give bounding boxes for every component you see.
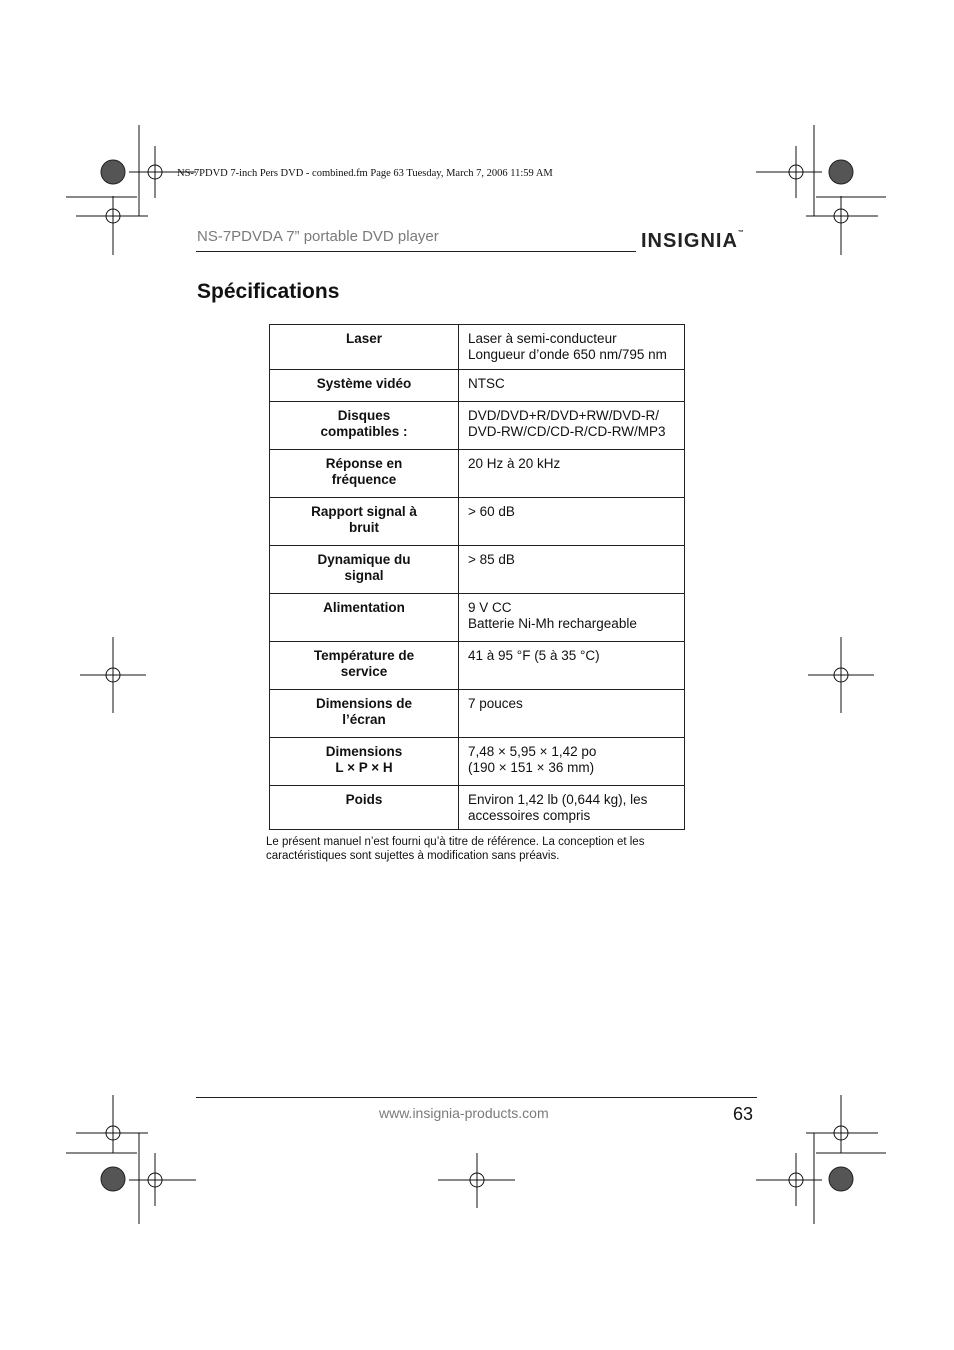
footer-divider xyxy=(196,1097,757,1098)
spec-value-line: 41 à 95 °F (5 à 35 °C) xyxy=(468,648,600,663)
spec-value-line: NTSC xyxy=(468,376,505,391)
spec-row xyxy=(270,594,685,642)
spec-label-line: Poids xyxy=(345,792,383,807)
spec-label-line: l’écran xyxy=(342,712,386,727)
spec-label-line: Disques xyxy=(337,408,391,423)
spec-value-line: DVD/DVD+R/DVD+RW/DVD-R/ xyxy=(468,408,660,423)
spec-value-line: Environ 1,42 lb (0,644 kg), les xyxy=(468,792,648,807)
spec-value-line: Batterie Ni-Mh rechargeable xyxy=(468,616,637,631)
spec-label xyxy=(270,325,459,370)
spec-label xyxy=(270,498,459,546)
spec-value xyxy=(459,738,685,786)
spec-value-line: 9 V CC xyxy=(468,600,512,615)
spec-label xyxy=(270,370,459,402)
spec-label xyxy=(270,642,459,690)
page-number: 63 xyxy=(733,1104,754,1124)
spec-label xyxy=(270,450,459,498)
spec-row xyxy=(270,370,685,402)
spec-row xyxy=(270,738,685,786)
spec-value-line: > 85 dB xyxy=(468,552,515,567)
logo-trademark: ™ xyxy=(737,230,744,236)
spec-label-line: signal xyxy=(344,568,384,583)
spec-label-line: Dynamique du xyxy=(317,552,411,567)
spec-value xyxy=(459,594,685,642)
header-title: NS-7PDVDA 7” portable DVD player xyxy=(197,228,439,245)
spec-label xyxy=(270,402,459,450)
spec-label-line: service xyxy=(340,664,388,679)
spec-row xyxy=(270,786,685,830)
spec-value xyxy=(459,325,685,370)
spec-value-line: Laser à semi-conducteur xyxy=(468,331,617,346)
spec-row xyxy=(270,642,685,690)
spec-label-line: Dimensions xyxy=(325,744,403,759)
spec-value-line: DVD-RW/CD/CD-R/CD-RW/MP3 xyxy=(468,424,666,439)
page-title: Spécifications xyxy=(197,280,340,303)
spec-value-line: 7,48 × 5,95 × 1,42 po xyxy=(468,744,597,759)
spec-row xyxy=(270,498,685,546)
logo-text: INSIGNIA xyxy=(641,230,738,252)
spec-value-line: (190 × 151 × 36 mm) xyxy=(468,760,595,775)
spec-label-line: Température de xyxy=(313,648,415,663)
spec-label-line: Alimentation xyxy=(323,600,405,615)
spec-value xyxy=(459,450,685,498)
spec-label-line: L × P × H xyxy=(335,760,393,775)
spec-label xyxy=(270,546,459,594)
spec-row xyxy=(270,690,685,738)
brand-logo xyxy=(641,230,744,253)
disclaimer-note: Le présent manuel n’est fourni qu’à titre de référence. La conception et les caractéristiques sont sujettes à modification sans préavis. xyxy=(266,836,645,862)
spec-label xyxy=(270,738,459,786)
specifications-table xyxy=(269,324,685,830)
spec-value xyxy=(459,370,685,402)
spec-label-line: bruit xyxy=(349,520,379,535)
spec-label-line: Laser xyxy=(345,331,383,346)
spec-row xyxy=(270,402,685,450)
spec-value-line: 20 Hz à 20 kHz xyxy=(468,456,561,471)
spec-label xyxy=(270,786,459,830)
spec-label xyxy=(270,690,459,738)
spec-value-line: accessoires compris xyxy=(468,808,591,823)
spec-value-line: > 60 dB xyxy=(468,504,515,519)
spec-label-line: Système vidéo xyxy=(316,376,412,391)
header-divider xyxy=(196,251,636,252)
spec-value xyxy=(459,690,685,738)
spec-value xyxy=(459,642,685,690)
spec-label-line: Rapport signal à xyxy=(311,504,417,519)
spec-label-line: fréquence xyxy=(331,472,397,487)
spec-label-line: Dimensions de xyxy=(315,696,413,711)
spec-value-line: Longueur d’onde 650 nm/795 nm xyxy=(468,347,667,362)
spec-value xyxy=(459,498,685,546)
spec-value-line: 7 pouces xyxy=(468,696,523,711)
spec-row xyxy=(270,325,685,370)
spec-value xyxy=(459,402,685,450)
spec-value xyxy=(459,546,685,594)
print-slug: NS-7PDVD 7-inch Pers DVD - combined.fm Page 63 Tuesday, March 7, 2006 11:59 AM xyxy=(177,168,553,179)
spec-label-line: Réponse en xyxy=(325,456,403,471)
spec-label xyxy=(270,594,459,642)
spec-label-line: compatibles : xyxy=(320,424,408,439)
spec-row xyxy=(270,450,685,498)
spec-row xyxy=(270,546,685,594)
footer-url: www.insignia-products.com xyxy=(379,1105,549,1121)
spec-value xyxy=(459,786,685,830)
